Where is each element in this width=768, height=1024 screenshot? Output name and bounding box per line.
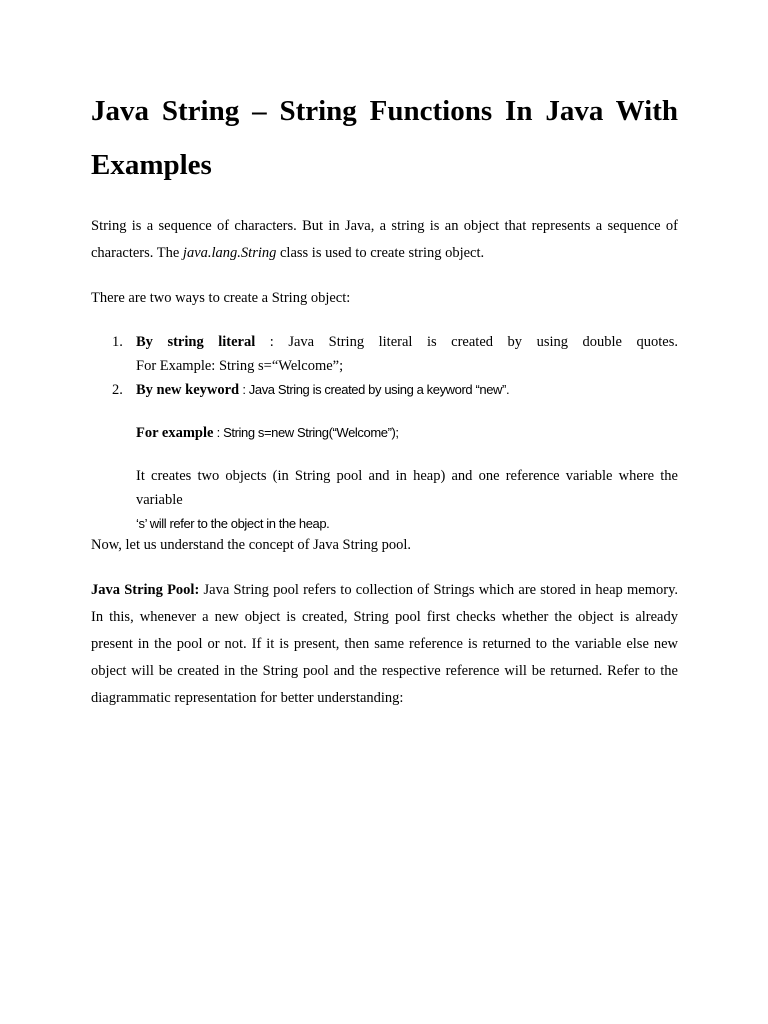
way-1-line-1 [136,330,678,354]
way-label: By string literal [136,334,256,350]
example-code: : String s=new String(“Welcome”); [213,425,399,440]
list-number: 1. [112,334,123,350]
list-number: 2. [112,382,123,398]
way-1-line-2: For Example: String s=“Welcome”; [136,358,344,374]
way-label: By new keyword [136,382,240,398]
pool-paragraph [91,577,678,712]
pool-label: Java String Pool: [91,582,200,598]
pool-text: Java String pool refers to collection of Strings which are stored in heap memory. In this, whenever a new object is created, String pool first checks whether the object is already present in the pool or not. If it is present, then same reference is returned to the variable else new object will be created in the String pool and the respective reference will be returned. Refer to the diagrammatic representation for better understanding: [91,582,678,706]
ways-intro: There are two ways to create a String object: [91,290,351,306]
pool-concept-paragraph: Now, let us understand the concept of Java String pool. [91,537,412,553]
document-title: Java String – String Functions In Java With Examples [91,95,678,181]
creates-paragraph [136,464,678,536]
list-item [91,330,678,378]
way-text: : Java String literal is created by using double quotes. [255,334,678,350]
creates-text-2: ‘s’ will refer to the object in the heap. [136,516,330,531]
example-label: For example [136,425,214,441]
creates-text: It creates two objects (in String pool and in heap) and one reference variable where the variable [136,468,678,508]
intro-text-before: String is a sequence of characters. But in Java, a string is an object that represents a sequence of characters. The [91,218,678,261]
ways-list [91,330,678,402]
class-name: java.lang.String [182,245,277,261]
example-line [136,421,678,445]
way-text: : Java String is created by using a keyword “new”. [239,382,510,397]
intro-paragraph [91,213,678,267]
intro-text-after: class is used to create string object. [276,245,485,261]
list-item [91,378,678,402]
